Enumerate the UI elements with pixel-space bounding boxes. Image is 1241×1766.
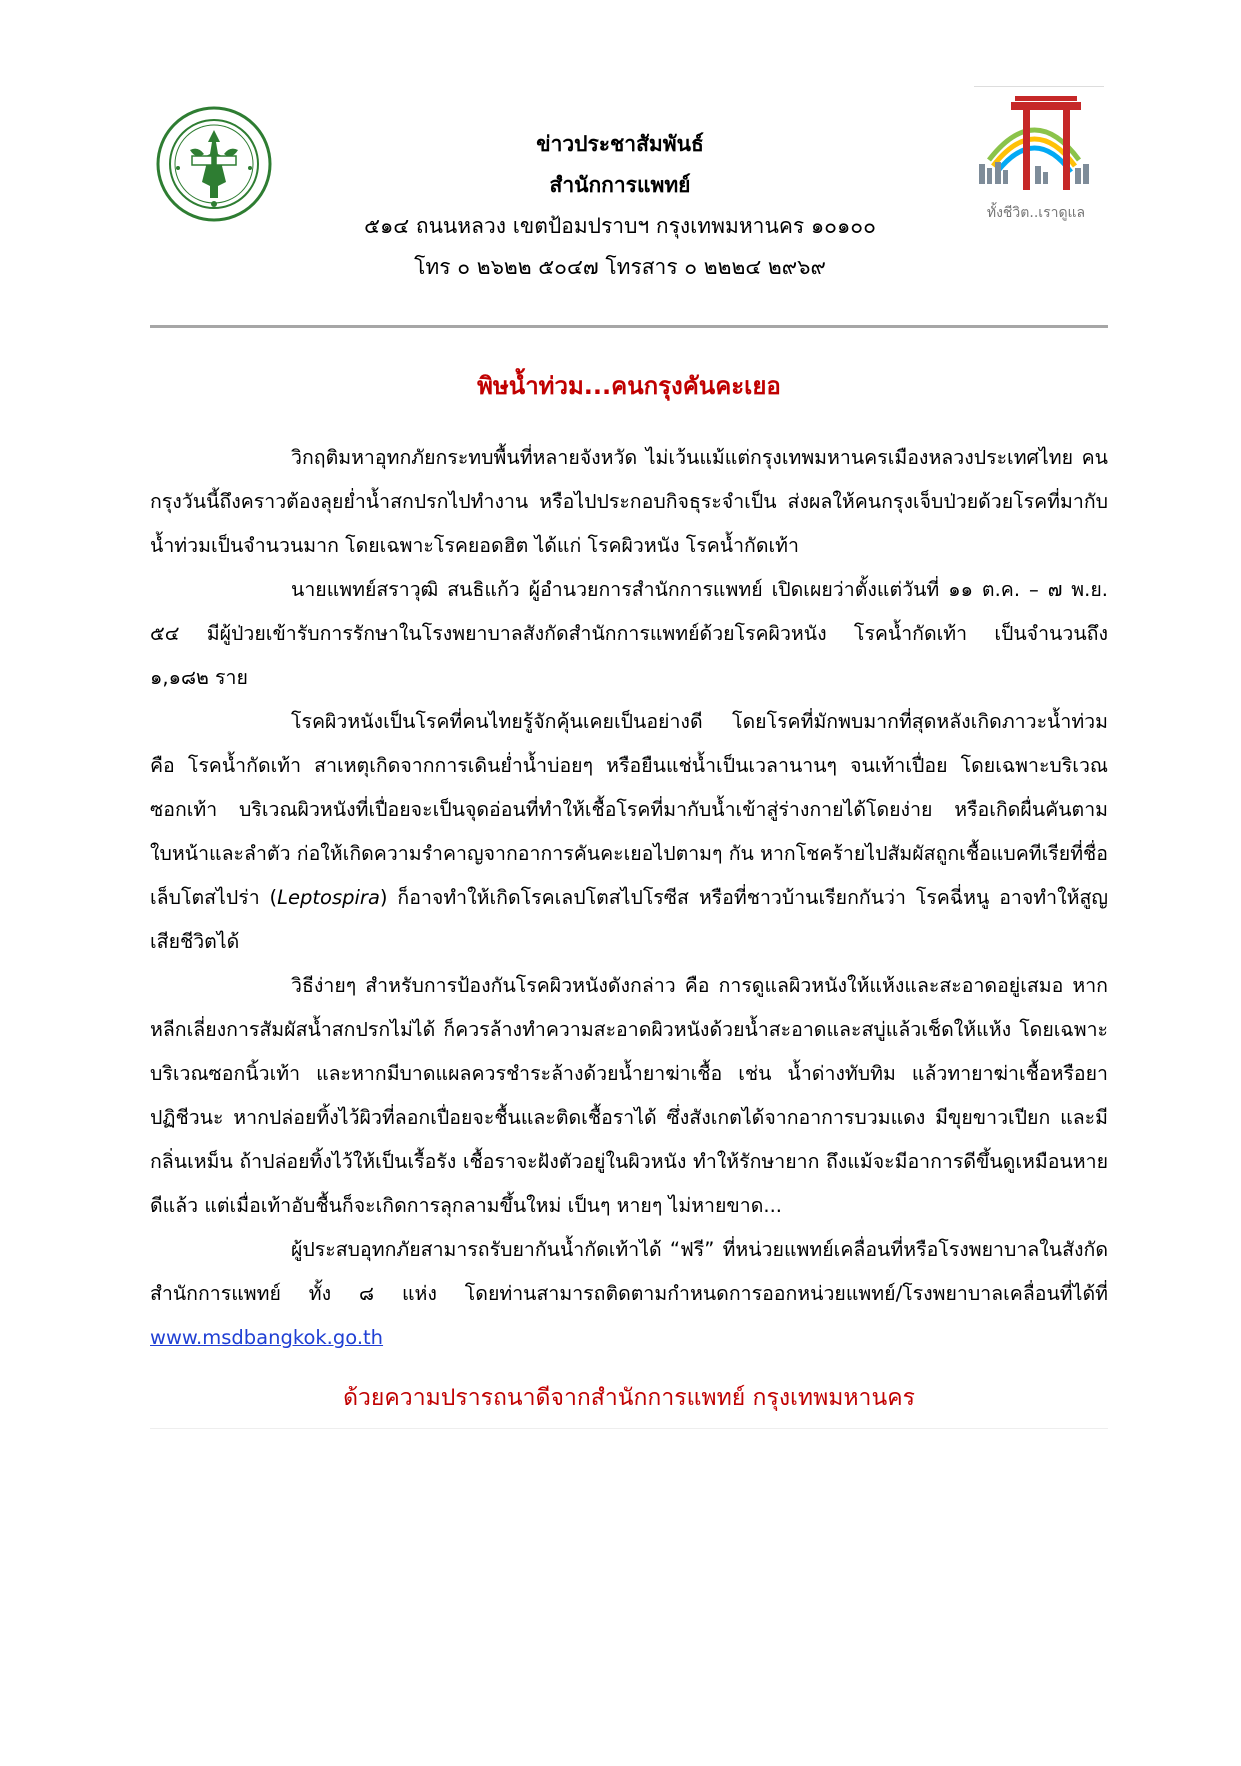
paragraph-4: วิธีง่ายๆ สำหรับการป้องกันโรคผิวหนังดังกล่าว คือ การดูแลผิวหนังให้แห้งและสะอาดอยู่เสมอ หากหลีกเลี่ยงการสัมผัสน้ำสกปรกไม่ได้ ก็ควรล้างทำความสะอาดผิวหนังด้วยน้ำสะอาดและสบู่แล้วเช็ดให้แห้ง โดยเฉพาะบริเวณซอกนิ้วเท้า และหากมีบาดแผลควรชำระล้างด้วยน้ำยาฆ่าเชื้อ เช่น น้ำด่างทับทิม แล้วทายาฆ่าเชื้อหรือยาปฏิชีวนะ หากปล่อยทิ้งไว้ผิวที่ลอกเปื่อยจะชื้นและติดเชื้อราได้ ซึ่งสังเกตได้จากอาการบวมแดง มีขุยขาวเปียก และมีกลิ่นเหม็น ถ้าปล่อยทิ้งไว้ให้เป็นเรื้อรัง เชื้อราจะฝังตัวอยู่ในผิวหนัง ทำให้รักษายาก ถึงแม้จะมีอาการดีขึ้นดูเหมือนหายดีแล้ว แต่เมื่อเท้าอับชื้นก็จะเกิดการลุกลามขึ้นใหม่ เป็นๆ หายๆ ไม่หายขาด...	[150, 974, 1108, 1217]
leptospira-term: Leptospira	[277, 886, 380, 909]
giant-swing-campaign-logo	[975, 86, 1097, 226]
header-department: สำนักการแพทย์	[549, 173, 691, 197]
paragraph-3	[150, 700, 1108, 964]
paragraph-5	[150, 1228, 1108, 1360]
footer-rule	[150, 1428, 1108, 1429]
msd-website-link[interactable]: www.msdbangkok.go.th	[150, 1326, 384, 1349]
header-phone: โทร ๐ ๒๖๒๒ ๕๐๔๗ โทรสาร ๐ ๒๒๒๔ ๒๙๖๙	[414, 255, 826, 279]
closing-line: ด้วยความปรารถนาดีจากสำนักการแพทย์ กรุงเทพมหานคร	[343, 1385, 915, 1411]
medical-service-department-seal-logo	[156, 106, 272, 222]
header-title: ข่าวประชาสัมพันธ์	[536, 132, 704, 156]
article-title: พิษน้ำท่วม...คนกรุงคันคะเยอ	[477, 372, 781, 400]
paragraph-3-part-b: ) ก็อาจทำให้เกิดโรคเลปโตสไปโรซีส หรือที่ชาวบ้านเรียกกันว่า โรคฉี่หนู อาจทำให้สูญเสียชีวิตได้	[150, 886, 1108, 953]
header-divider	[150, 325, 1108, 328]
header-address: ๕๑๔ ถนนหลวง เขตป้อมปราบฯ กรุงเทพมหานคร ๑๐๑๐๐	[364, 214, 876, 238]
paragraph-3-part-a: โรคผิวหนังเป็นโรคที่คนไทยรู้จักคุ้นเคยเป็นอย่างดี โดยโรคที่มักพบมากที่สุดหลังเกิดภาวะน้ำท่วม คือ โรคน้ำกัดเท้า สาเหตุเกิดจากการเดินย่ำน้ำบ่อยๆ หรือยืนแช่น้ำเป็นเวลานานๆ จนเท้าเปื่อย โดยเฉพาะบริเวณซอกเท้า บริเวณผิวหนังที่เปื่อยจะเป็นจุดอ่อนที่ทำให้เชื้อโรคที่มากับน้ำเข้าสู่ร่างกายได้โดยง่าย หรือเกิดผื่นคันตามใบหน้าและลำตัว ก่อให้เกิดความรำคาญจากอาการคันคะเยอไปตามๆ กัน หากโชคร้ายไปสัมผัสถูกเชื้อแบคทีเรียที่ชื่อ เล็บโตสไปร่า (	[150, 710, 1108, 909]
paragraph-2: นายแพทย์สราวุฒิ สนธิแก้ว ผู้อำนวยการสำนักการแพทย์ เปิดเผยว่าตั้งแต่วันที่ ๑๑ ต.ค. – ๗ พ.ย. ๕๔ มีผู้ป่วยเข้ารับการรักษาในโรงพยาบาลสังกัดสำนักการแพทย์ด้วยโรคผิวหนัง โรคน้ำกัดเท้า เป็นจำนวนถึง ๑,๑๘๒ ราย	[150, 578, 1108, 689]
paragraph-1: วิกฤติมหาอุทกภัยกระทบพื้นที่หลายจังหวัด ไม่เว้นแม้แต่กรุงเทพมหานครเมืองหลวงประเทศไทย คนกรุงวันนี้ถึงคราวต้องลุยย่ำน้ำสกปรกไปทำงาน หรือไปประกอบกิจธุระจำเป็น ส่งผลให้คนกรุงเจ็บป่วยด้วยโรคที่มากับน้ำท่วมเป็นจำนวนมาก โดยเฉพาะโรคยอดฮิต ได้แก่ โรคผิวหนัง โรคน้ำกัดเท้า	[150, 446, 1108, 557]
campaign-slogan: ทั้งชีวิต..เราดูแล	[986, 205, 1086, 221]
paragraph-5-text: ผู้ประสบอุทกภัยสามารถรับยากันน้ำกัดเท้าได้ “ฟรี” ที่หน่วยแพทย์เคลื่อนที่หรือโรงพยาบาลในสังกัดสำนักการแพทย์ ทั้ง ๘ แห่ง โดยท่านสามารถติดตามกำหนดการออกหน่วยแพทย์/โรงพยาบาลเคลื่อนที่ได้ที่	[150, 1238, 1108, 1305]
article-body	[150, 436, 1108, 1360]
letterhead	[300, 124, 940, 288]
